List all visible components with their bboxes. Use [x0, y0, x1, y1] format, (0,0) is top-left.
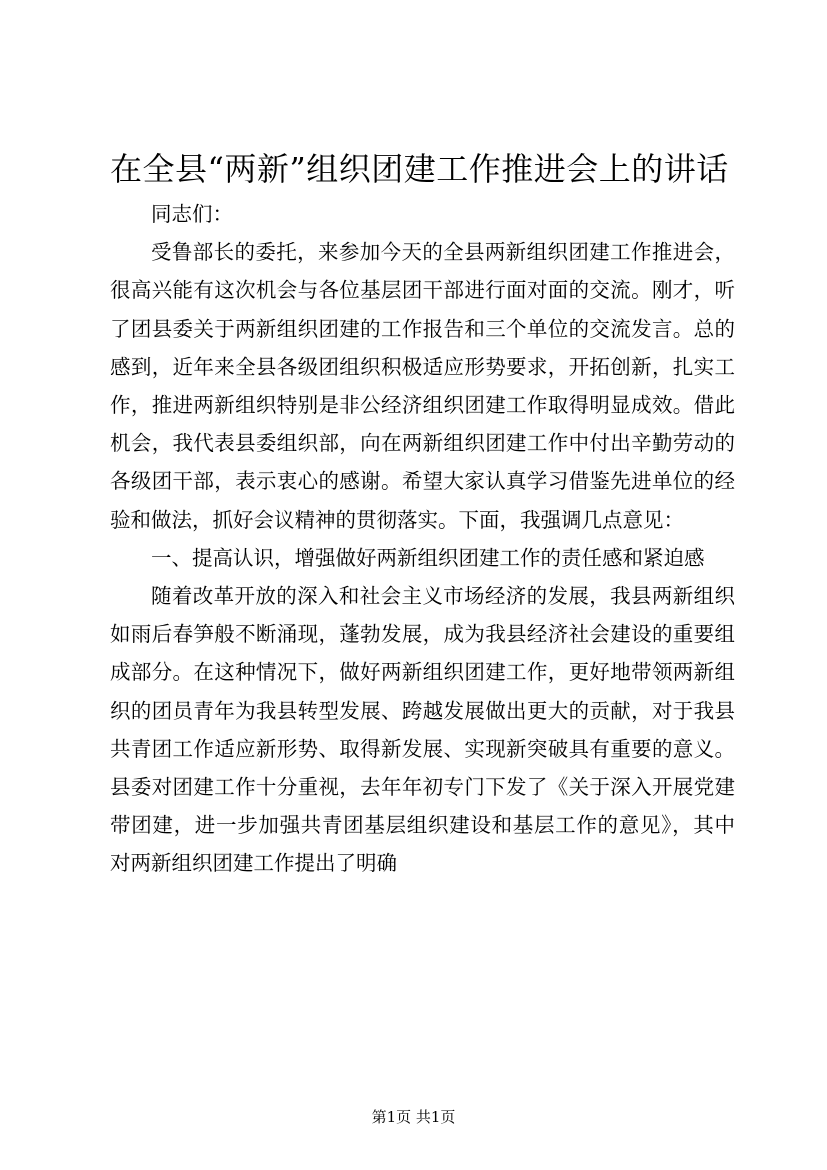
page-footer: 第1页 共1页 — [371, 1108, 456, 1126]
section-heading: 一、提高认识，增强做好两新组织团建工作的责任感和紧迫感 — [151, 545, 705, 570]
document-title: 在全县“两新”组织团建工作推进会上的讲话 — [110, 150, 729, 188]
document-body — [110, 195, 735, 883]
paragraph-intro: 受鲁部长的委托，来参加今天的全县两新组织团建工作推进会，很高兴能有这次机会与各位基层团干部进行面对面的交流。刚才，听了团县委关于两新组织团建的工作报告和三个单位的交流发言。总的感到，近年来全县各级团组织积极适应形势要求，开拓创新，扎实工作，推进两新组织特别是非公经济组织团建工作取得明显成效。借此机会，我代表县委组织部，向在两新组织团建工作中付出辛勤劳动的各级团干部，表示衷心的感谢。希望大家认真学习借鉴先进单位的经验和做法，抓好会议精神的贯彻落实。下面，我强调几点意见： — [110, 240, 735, 532]
salutation: 同志们： — [151, 202, 233, 226]
paragraph-body: 随着改革开放的深入和社会主义市场经济的发展，我县两新组织如雨后春笋般不断涌现，蓬勃发展，成为我县经济社会建设的重要组成部分。在这种情况下，做好两新组织团建工作，更好地带领两新组织的团员青年为我县转型发展、跨越发展做出更大的贡献，对于我县共青团工作适应新形势、取得新发展、实现新突破具有重要的意义。县委对团建工作十分重视，去年年初专门下发了《关于深入开展党建带团建，进一步加强共青团基层组织建设和基层工作的意见》，其中对两新组织团建工作提出了明确 — [110, 584, 735, 876]
